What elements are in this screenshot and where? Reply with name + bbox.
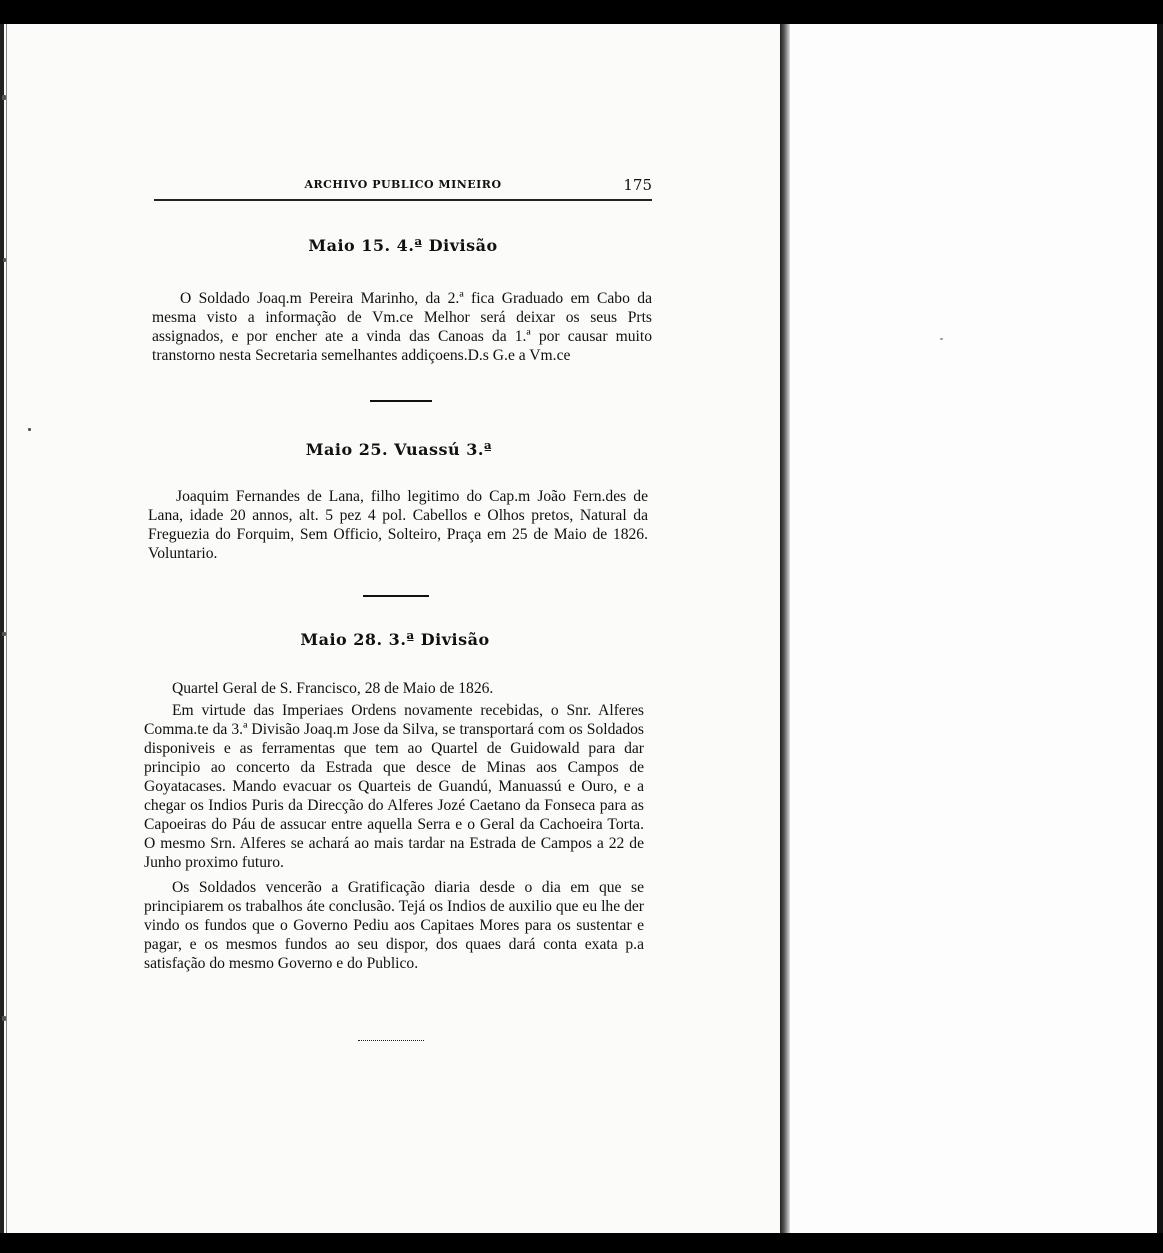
- page-number: 175: [623, 176, 652, 194]
- scan-speck: [2, 1016, 6, 1021]
- entry-heading: Maio 15. 4.ª Divisão: [308, 236, 498, 255]
- entry-body: [148, 487, 648, 563]
- scan-right-edge: [1157, 24, 1163, 1233]
- scan-left-edge: [0, 24, 4, 1233]
- entry-paragraph: Quartel Geral de S. Francisco, 28 de Maio de 1826.: [172, 680, 494, 697]
- entry-heading: Maio 28. 3.ª Divisão: [300, 630, 490, 649]
- entry-body: [152, 289, 652, 365]
- section-divider: [370, 400, 432, 402]
- entry-paragraph: O Soldado Joaq.m Pereira Marinho, da 2.ª fica Graduado em Cabo da mesma visto a informação de Vm.ce Melhor será deixar os seus Prts assignados, e por encher ate a vinda das Canoas da 1.ª por causar muito transtorno nesta Secretaria semelhantes addiçoens.D.s G.e a Vm.ce: [152, 290, 652, 364]
- scan-bottom-border: [0, 1233, 1163, 1253]
- scan-speck: [2, 95, 6, 100]
- entry-paragraph: Joaquim Fernandes de Lana, filho legitimo do Cap.m João Fern.des de Lana, idade 20 annos, alt. 5 pez 4 pol. Cabellos e Olhos pretos, Natural da Freguezia do Forquim, Sem Officio, Solteiro, Praça em 25 de Maio de 1826. Voluntario.: [148, 488, 648, 562]
- end-divider: [358, 1040, 424, 1041]
- scan-speck: [3, 258, 6, 262]
- entry-heading: Maio 25. Vuassú 3.ª: [305, 440, 493, 459]
- header-rule: [154, 199, 652, 201]
- entry-body: [144, 679, 644, 973]
- scan-speck: [940, 338, 943, 340]
- scan-top-border: [0, 0, 1163, 24]
- section-divider: [363, 595, 429, 597]
- entry-paragraph: Em virtude das Imperiaes Ordens novamente recebidas, o Snr. Alferes Comma.te da 3.ª Divisão Joaq.m Jose da Silva, se transportará com os Soldados disponiveis e as ferramentas que tem ao Quartel de Guidowald para dar principio ao concerto da Estrada que desce de Minas aos Campos de Goyatacases. Mando evacuar os Quarteis de Guandú, Manuassú e Ouro, e a chegar os Indios Puris da Direcção do Alferes Jozé Caetano da Fonseca para as Capoeiras do Páu de assucar entre aquella Serra e o Geral da Cachoeira Torta. O mesmo Srn. Alferes se achará ao mais tardar na Estrada de Campos a 22 de Junho proximo futuro.: [144, 702, 644, 871]
- entry-paragraph: Os Soldados vencerão a Gratificação diaria desde o dia em que se principiarem os trabalhos áte conclusão. Tejá os Indios de auxilio que eu lhe der vindo os fundos que o Governo Pediu aos Capitaes Mores para os sustentar e pagar, e os mesmos fundos ao seu dispor, dos quaes dará conta exata p.a satisfação do mesmo Governo e do Publico.: [144, 879, 644, 972]
- scan-speck: [2, 632, 6, 636]
- scan-speck: [28, 428, 31, 431]
- blank-facing-page: [790, 24, 1163, 1233]
- running-header: [154, 176, 652, 198]
- running-title: ARCHIVO PUBLICO MINEIRO: [304, 178, 502, 191]
- scan-left-edge-line: [6, 24, 7, 1233]
- book-gutter: [780, 24, 790, 1233]
